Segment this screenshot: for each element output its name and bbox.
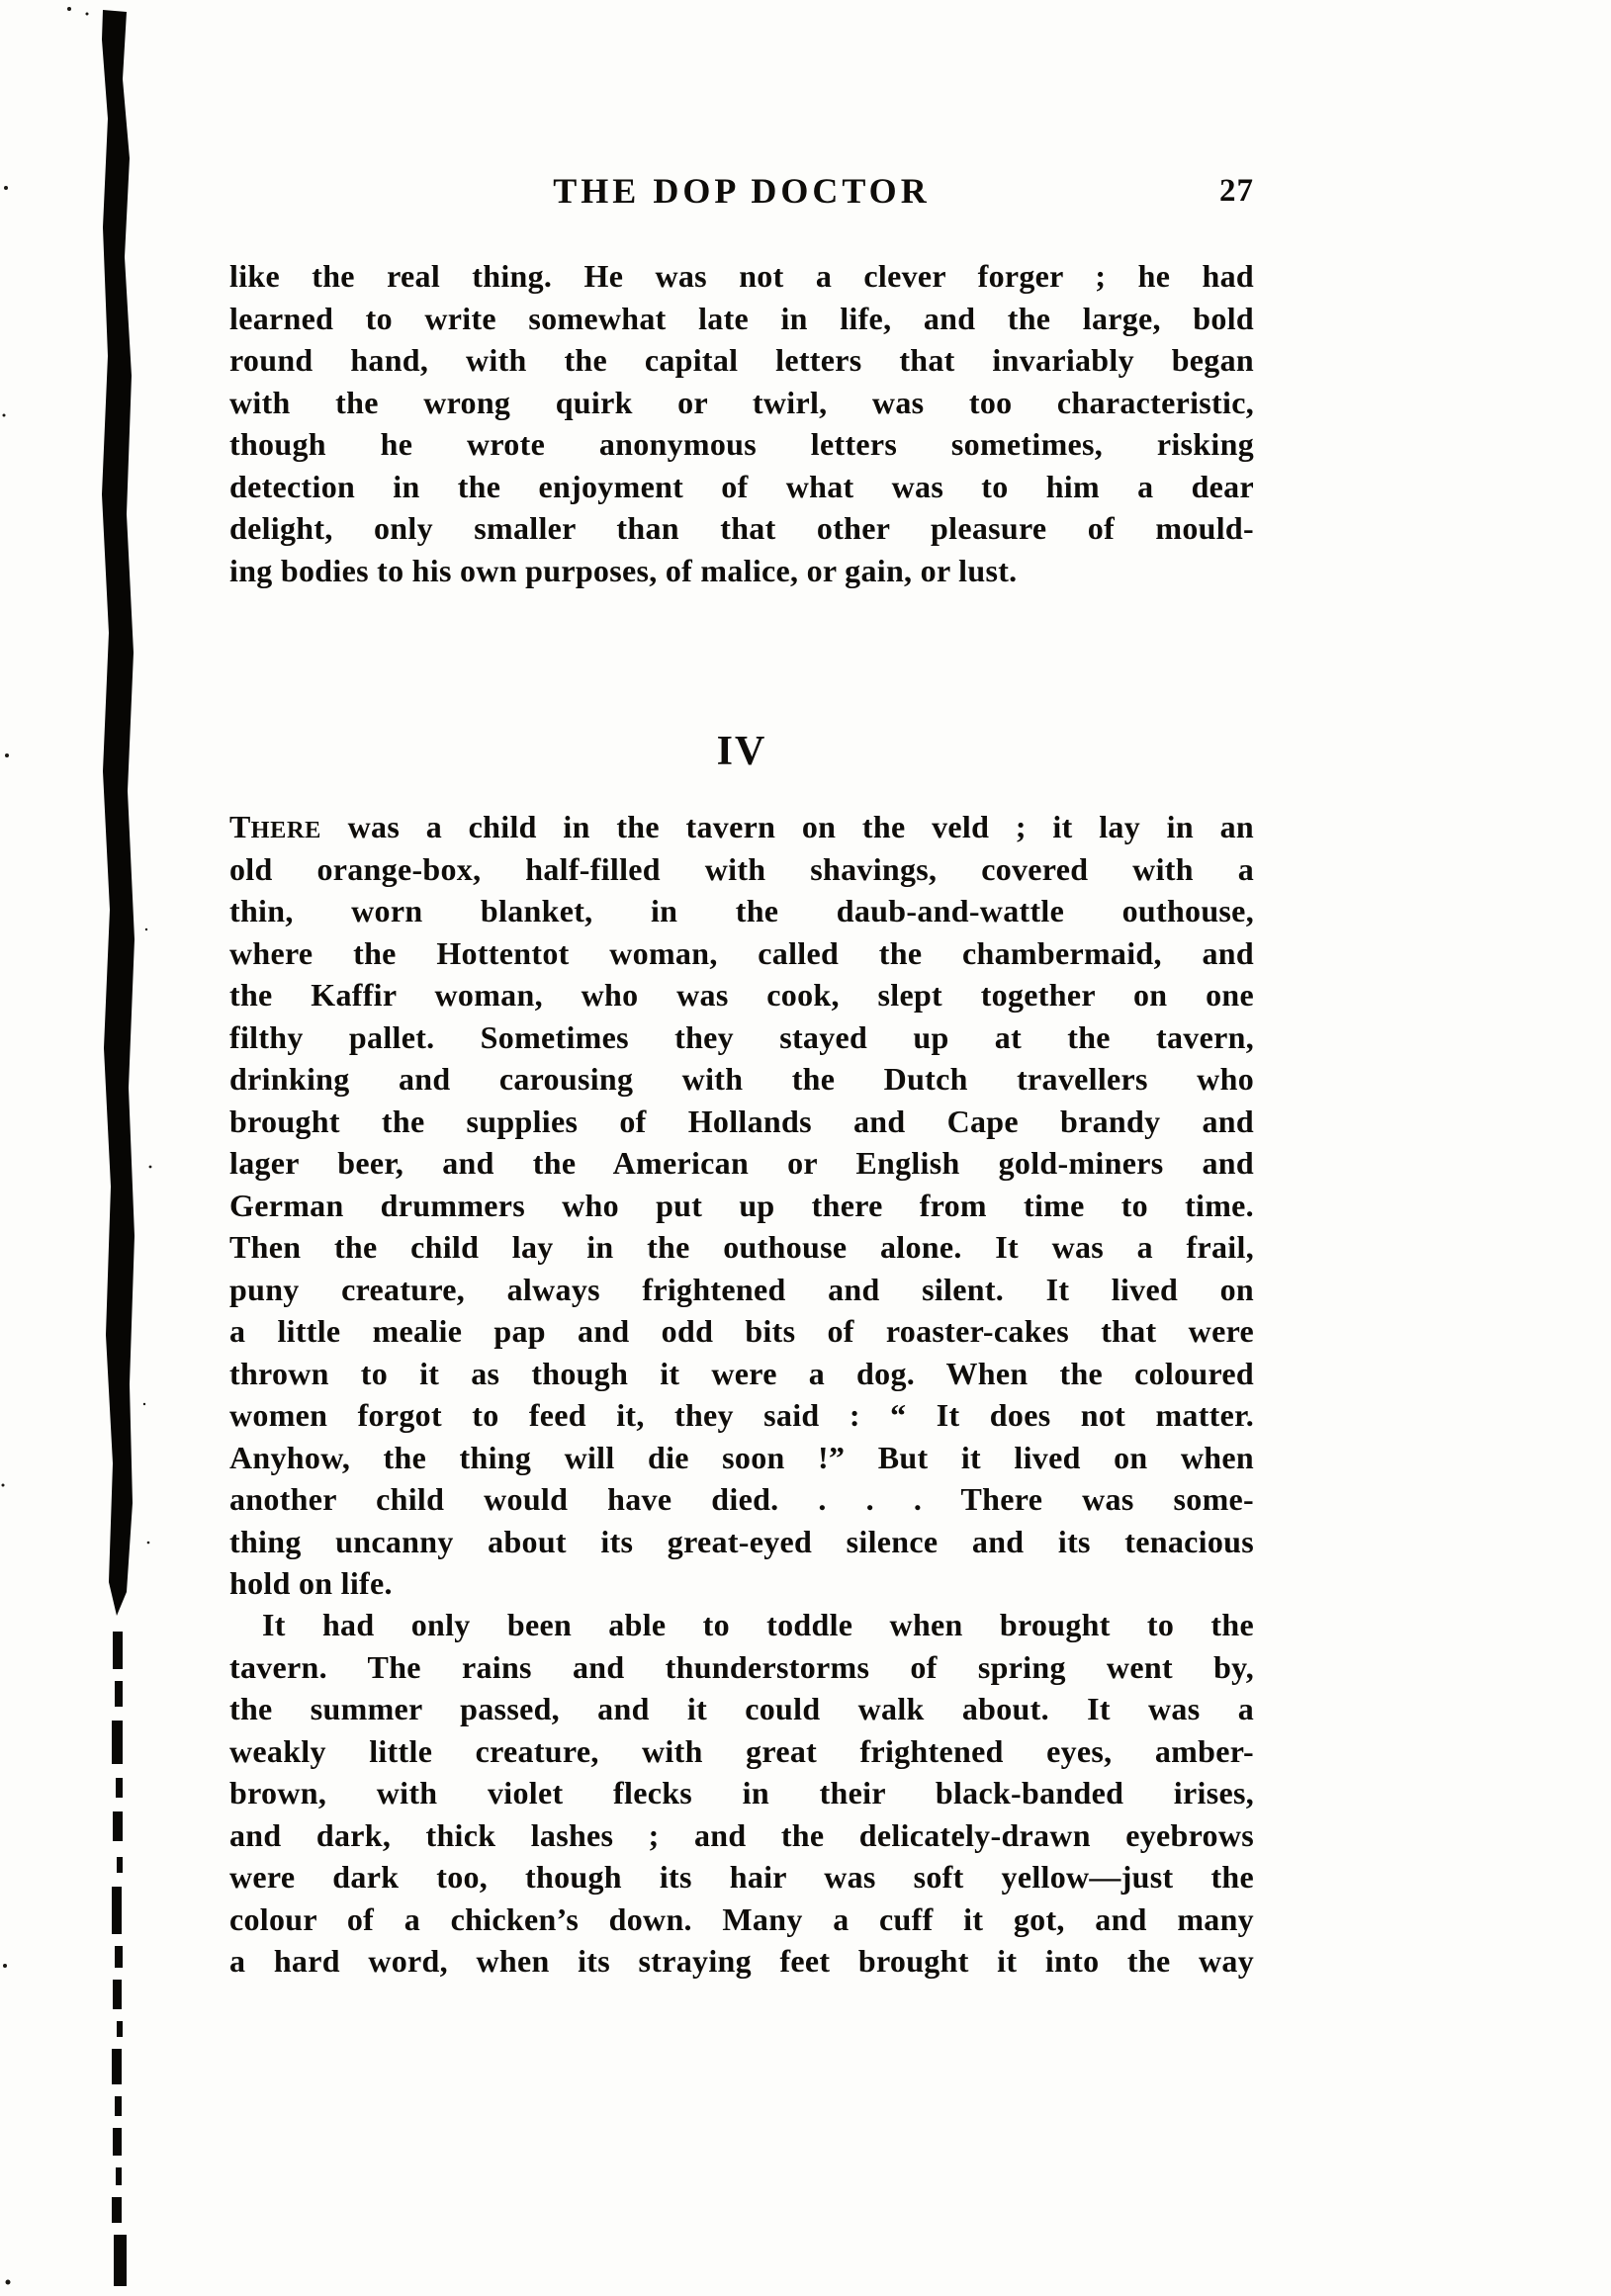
text-line: weakly little creature, with great frightened eyes, amber- (229, 1732, 1254, 1769)
text-line: thin, worn blanket, in the daub-and-wattle outhouse, (229, 893, 1254, 928)
paragraph-continuation (229, 255, 1254, 591)
text-line: It had only been able to toddle when brought to the (262, 1607, 1254, 1642)
text-line: round hand, with the capital letters that invariably began (229, 342, 1254, 378)
text-line: hold on life. (229, 1565, 393, 1601)
text-line: where the Hottentot woman, called the chambermaid, and (229, 934, 1254, 971)
text-line: THERE was a child in the tavern on the veld ; it lay in an (229, 809, 1254, 844)
text-line: drinking and carousing with the Dutch travellers who (229, 1061, 1254, 1097)
text-line: the summer passed, and it could walk about. It was a (229, 1691, 1254, 1726)
text-line: brought the supplies of Hollands and Cape brandy and (229, 1103, 1254, 1139)
chapter-heading: IV (716, 729, 767, 774)
text-line: and dark, thick lashes ; and the delicately-drawn eyebrows (229, 1816, 1254, 1853)
text-line: delight, only smaller than that other pleasure of mould- (229, 510, 1254, 546)
text-line: colour of a chicken’s down. Many a cuff it got, and many (229, 1900, 1254, 1937)
text-line: another child would have died. . . . There was some- (229, 1481, 1254, 1517)
binding-shadow (0, 0, 178, 2296)
text-line: puny creature, always frightened and silent. It lived on (229, 1271, 1254, 1307)
page-number: 27 (1219, 173, 1254, 209)
text-line: thrown to it as though it were a dog. When the coloured (229, 1355, 1254, 1391)
text-line: with the wrong quirk or twirl, was too characteristic, (229, 384, 1254, 420)
page-header (229, 170, 1254, 216)
text-line: Anyhow, the thing will die soon !” But it lived on when (229, 1439, 1254, 1475)
text-line: German drummers who put up there from time to time. (229, 1187, 1254, 1223)
text-line: old orange-box, half-filled with shavings, covered with a (229, 850, 1254, 887)
text-line: brown, with violet flecks in their black-banded irises, (229, 1775, 1254, 1810)
text-line: tavern. The rains and thunderstorms of spring went by, (229, 1648, 1254, 1685)
text-line: ing bodies to his own purposes, of malice, or gain, or lust. (229, 552, 1018, 588)
running-head-title: THE DOP DOCTOR (553, 171, 931, 211)
text-line: Then the child lay in the outhouse alone. It was a frail, (229, 1229, 1254, 1265)
text-line: like the real thing. He was not a clever forger ; he had (229, 258, 1254, 294)
text-line: lager beer, and the American or English gold-miners and (229, 1145, 1254, 1181)
text-line: the Kaffir woman, who was cook, slept together on one (229, 977, 1254, 1013)
text-line: detection in the enjoyment of what was to him a dear (229, 468, 1254, 504)
text-line: were dark too, though its hair was soft yellow—just the (229, 1859, 1254, 1895)
text-line: though he wrote anonymous letters sometimes, risking (229, 426, 1254, 462)
text-line: learned to write somewhat late in life, and the large, bold (229, 300, 1254, 336)
small-caps-lead: HERE (250, 817, 321, 843)
text-line: women forgot to feed it, they said : “ It does not matter. (229, 1397, 1254, 1433)
text-line: a little mealie pap and odd bits of roaster-cakes that were (229, 1313, 1254, 1349)
paragraph-toddle (229, 1604, 1254, 1983)
paragraph-chapter-opening (229, 806, 1254, 1605)
text-line: filthy pallet. Sometimes they stayed up at the tavern, (229, 1018, 1254, 1055)
text-line: a hard word, when its straying feet brought it into the way (229, 1943, 1254, 1979)
text-line: thing uncanny about its great-eyed silence and its tenacious (229, 1523, 1254, 1559)
